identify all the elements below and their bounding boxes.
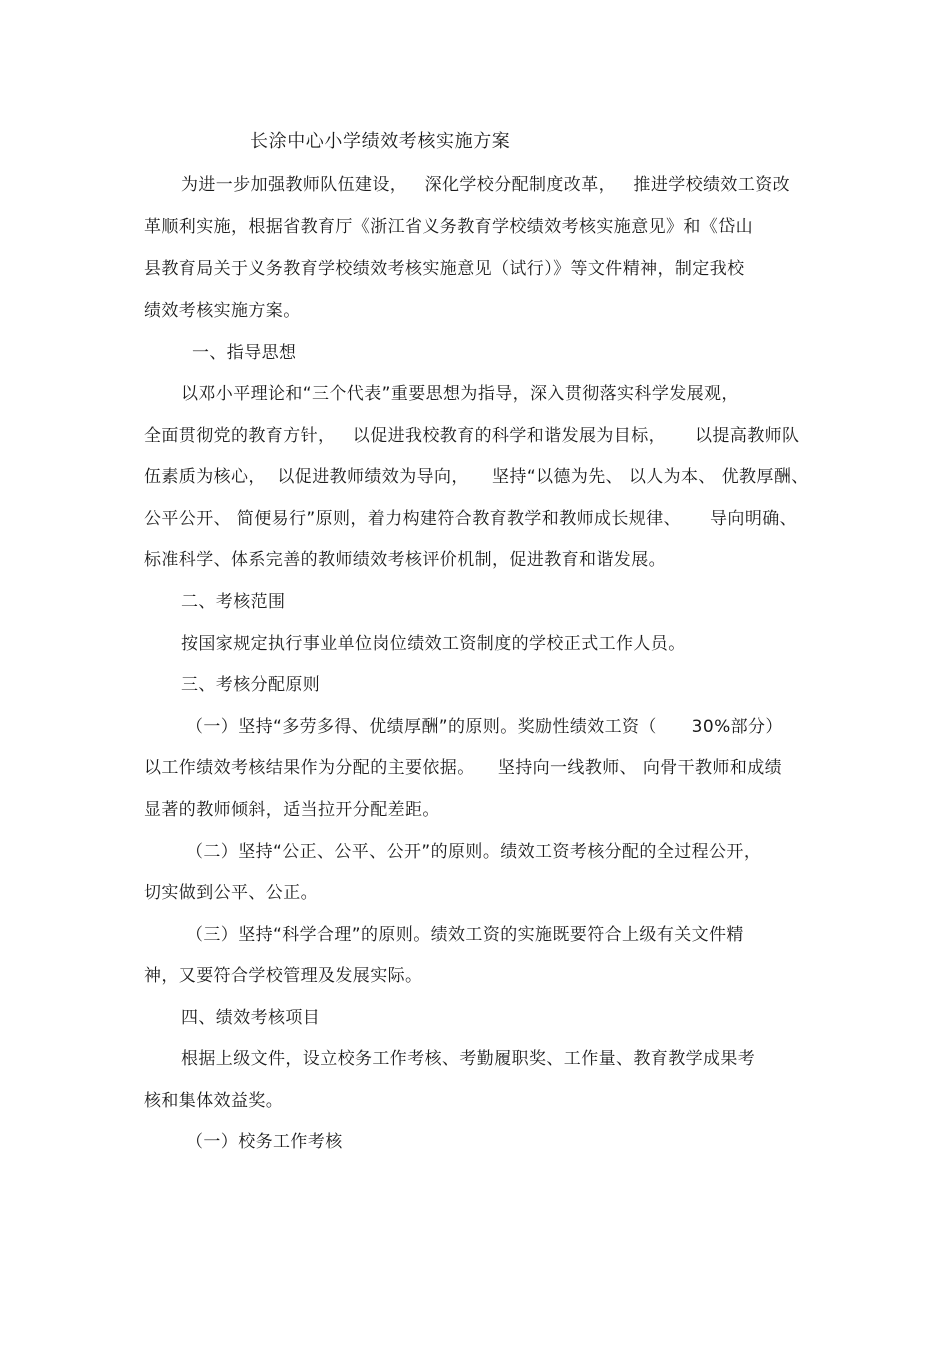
- paragraph-line: 以邓小平理论和“三个代表”重要思想为指导，深入贯彻落实科学发展观，: [181, 384, 739, 404]
- document-title: 长涂中心小学绩效考核实施方案: [250, 131, 511, 152]
- paragraph-line: 按国家规定执行事业单位岗位绩效工资制度的学校正式工作人员。: [181, 634, 686, 654]
- paragraph-line: 伍素质为核心， 以促进教师绩效为导向， 坚持“以德为先、 以人为本、 优教厚酬、: [144, 467, 809, 487]
- section-heading: 四、绩效考核项目: [181, 1008, 321, 1028]
- paragraph-line: 以工作绩效考核结果作为分配的主要依据。 坚持向一线教师、 向骨干教师和成绩: [144, 758, 783, 778]
- paragraph-line: 标准科学、体系完善的教师绩效考核评价机制，促进教育和谐发展。: [144, 550, 666, 570]
- paragraph-line: 公平公开、 简便易行”原则，着力构建符合教育教学和教师成长规律、 导向明确、: [144, 509, 798, 529]
- paragraph-line: 显著的教师倾斜，适当拉开分配差距。: [144, 800, 440, 820]
- paragraph-line: （一）坚持“多劳多得、优绩厚酬”的原则。奖励性绩效工资（ 30%部分）: [186, 717, 783, 737]
- paragraph-line: 全面贯彻党的教育方针， 以促进我校教育的科学和谐发展为目标， 以提高教师队: [144, 426, 800, 446]
- paragraph-line: 根据上级文件，设立校务工作考核、考勤履职奖、工作量、教育教学成果考: [181, 1049, 756, 1069]
- paragraph-line: （二）坚持“公正、公平、公开”的原则。绩效工资考核分配的全过程公开，: [186, 842, 762, 862]
- subsection-heading: （一）校务工作考核: [186, 1132, 343, 1152]
- section-heading: 二、考核范围: [181, 592, 286, 612]
- section-heading: 三、考核分配原则: [181, 675, 321, 695]
- paragraph-line: 为进一步加强教师队伍建设， 深化学校分配制度改革， 推进学校绩效工资改: [181, 175, 791, 195]
- paragraph-line: 县教育局关于义务教育学校绩效考核实施意见（试行）》等文件精神，制定我校: [144, 259, 745, 279]
- paragraph-line: 切实做到公平、公正。: [144, 883, 318, 903]
- paragraph-line: 核和集体效益奖。: [144, 1091, 284, 1111]
- paragraph-line: 绩效考核实施方案。: [144, 301, 301, 321]
- paragraph-line: 神，又要符合学校管理及发展实际。: [144, 966, 423, 986]
- paragraph-line: （三）坚持“科学合理”的原则。绩效工资的实施既要符合上级有关文件精: [186, 925, 744, 945]
- paragraph-line: 革顺利实施，根据省教育厅《浙江省义务教育学校绩效考核实施意见》和《岱山: [144, 217, 753, 237]
- section-heading: 一、指导思想: [192, 343, 297, 363]
